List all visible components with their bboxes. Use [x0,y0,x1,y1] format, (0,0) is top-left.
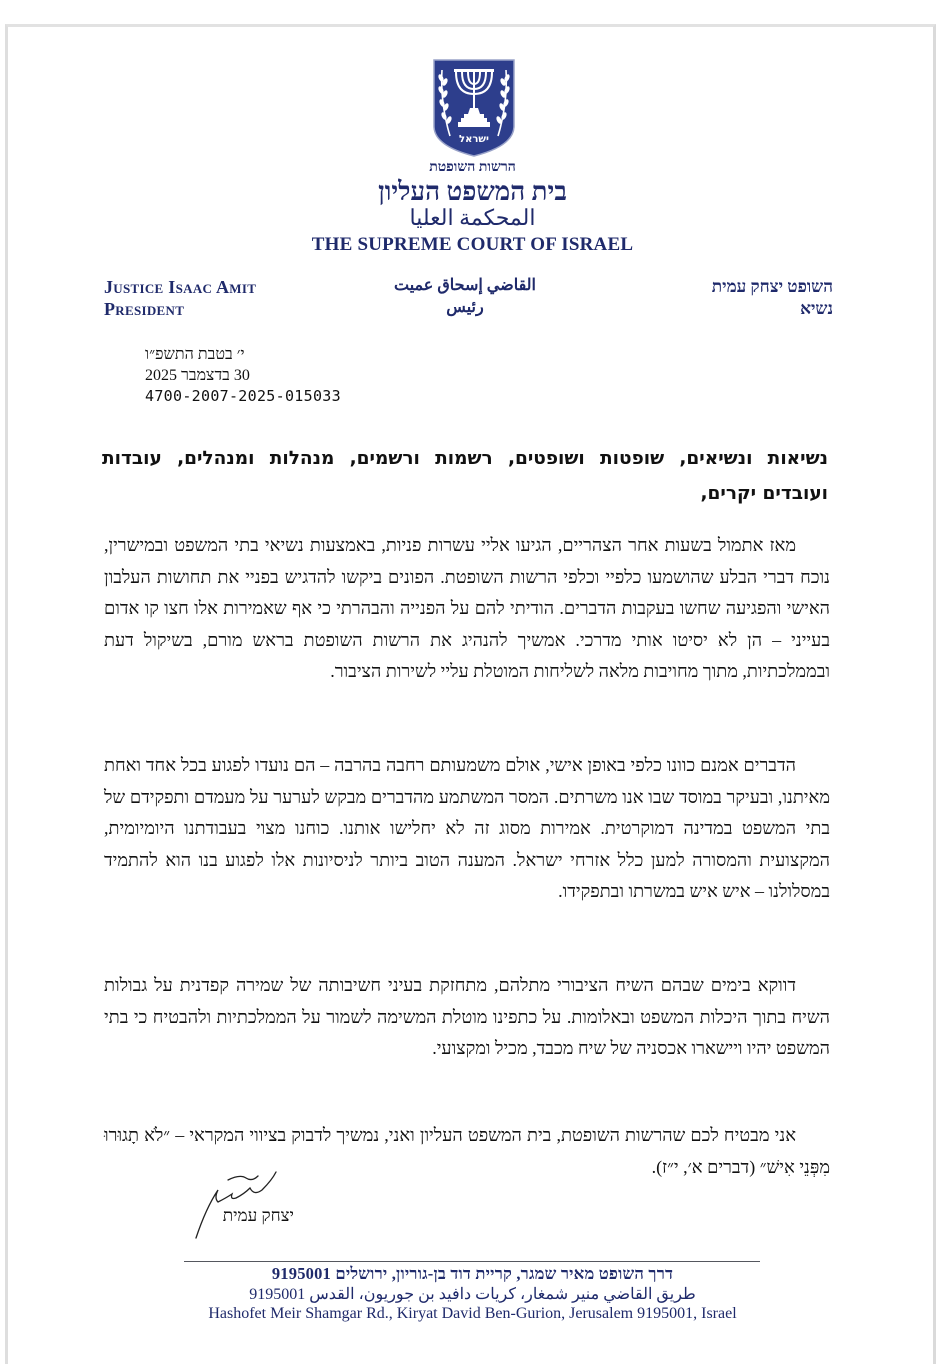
footer-address-arabic: طريق القاضي منير شمغار، كريات دافيد بن جوريون، القدس 9195001 [249,1286,696,1303]
court-name-english: THE SUPREME COURT OF ISRAEL [311,234,634,255]
sender-hebrew [712,276,833,320]
hebrew-date: י׳ בטבת התשפ״ו [145,346,245,363]
body-paragraph: מאז אתמול בשעות אחר הצהריים, הגיעו אליי עשרות פניות, באמצעות נשיאי בתי המשפט ובמישרין, נוכח דברי הבלע שהושמעו כלפיי וכלפי הרשות השופטת. הפונים ביקשו להדגיש בפניי את תחושות העלבון האישי והפגיעה שחשו בעקבות הדברים. הודיתי להם על הפנייה והבהרתי כי אף שאמירות אלו חצו קו אדום בעייני – הן לא יסיטו אותי מדרכי. אמשיך להנהיג את הרשות השופטת בראש מורם, בשיקול דעת ובממלכתיות, מתוך מחויבות מלאה לשליחות המוטלת עליי לשירות הציבור. [104,535,830,681]
salutation: נשיאות ונשיאים, שופטות ושופטים, רשמות ורשמים, מנהלות ומנהלים, עובדות ועובדים יקרים, [102,448,828,504]
sender-name-arabic: القاضي إسحاق عميت [393,277,536,294]
court-name-hebrew: בית המשפט העליון [378,177,567,206]
gregorian-date: 30 בדצמבר 2025 [145,367,250,384]
body-paragraph: הדברים אמנם כוונו כלפי באופן אישי, אולם משמעותם רחבה בהרבה – הם נועדו לפגוע בכל אחד ואחת מאיתנו, ובעיקר במוסד שבו אנו משרתים. המסר המשתמע מהדברים מבקש לערער על מעמדם ותפקידם של בתי המשפט במדינה דמוקרטית. אמירות מסוג זה לא יחלישו אותנו. כוחנו מצוי בעבודתנו היומיומית, המקצועית והמסורה למען כלל אזרחי ישראל. המענה הטוב ביותר לניסיונות אלו לפגוע בנו הוא להתמיד במסלולנו – איש איש במשרתו ובתפקידו. [104,755,830,901]
judicial-authority-title: הרשות השופטת [429,160,516,175]
sender-title-arabic: رئيس [446,299,484,316]
handwritten-signature-icon [188,1168,298,1240]
sender-title-english: President [104,299,185,319]
body-paragraph: דווקא בימים שבהם השיח הציבורי מתלהם, מתחזקת בעיני חשיבותה של שמירה קפדנית על גבולות השיח בתוך היכלות המשפט ובאלומות. על כתפינו מוטלת המשימה לשמור על הממלכתיות ולהבטיח כי בתי המשפט יהיו ויישארו אכסניה של שיח מכבד, מכיל ומקצועי. [104,975,830,1058]
sender-english [104,276,256,320]
state-emblem-icon [432,58,516,158]
footer-address-hebrew: דרך השופט מאיר שמגר, קריית דוד בן-גוריון, ירושלים 9195001 [271,1264,674,1283]
sender-arabic [340,275,590,319]
footer-address-english: Hashofet Meir Shamgar Rd., Kiryat David Ben-Gurion, Jerusalem 9195001, Israel [208,1305,737,1322]
sender-name-english: Justice Isaac Amit [104,277,257,297]
court-name-arabic: المحكمة العليا [409,205,536,230]
sender-title-hebrew: נשיא [800,299,833,318]
sender-name-hebrew: השופט יצחק עמית [711,277,833,296]
date-block [145,344,395,407]
emblem-inscription: ישראל [459,134,489,145]
signature-name: יצחק עמית [222,1206,294,1225]
body-paragraph: אני מבטיח לכם שהרשות השופטת, בית המשפט העליון ואני, נמשיך לדבוק בציווי המקראי – ״לֹא תָגוּרוּ מִפְּנֵי אִישׁ״ (דברים א׳, י״ז). [104,1125,830,1177]
reference-number: 4700-2007-2025-015033 [145,387,341,405]
footer-divider [184,1261,760,1262]
